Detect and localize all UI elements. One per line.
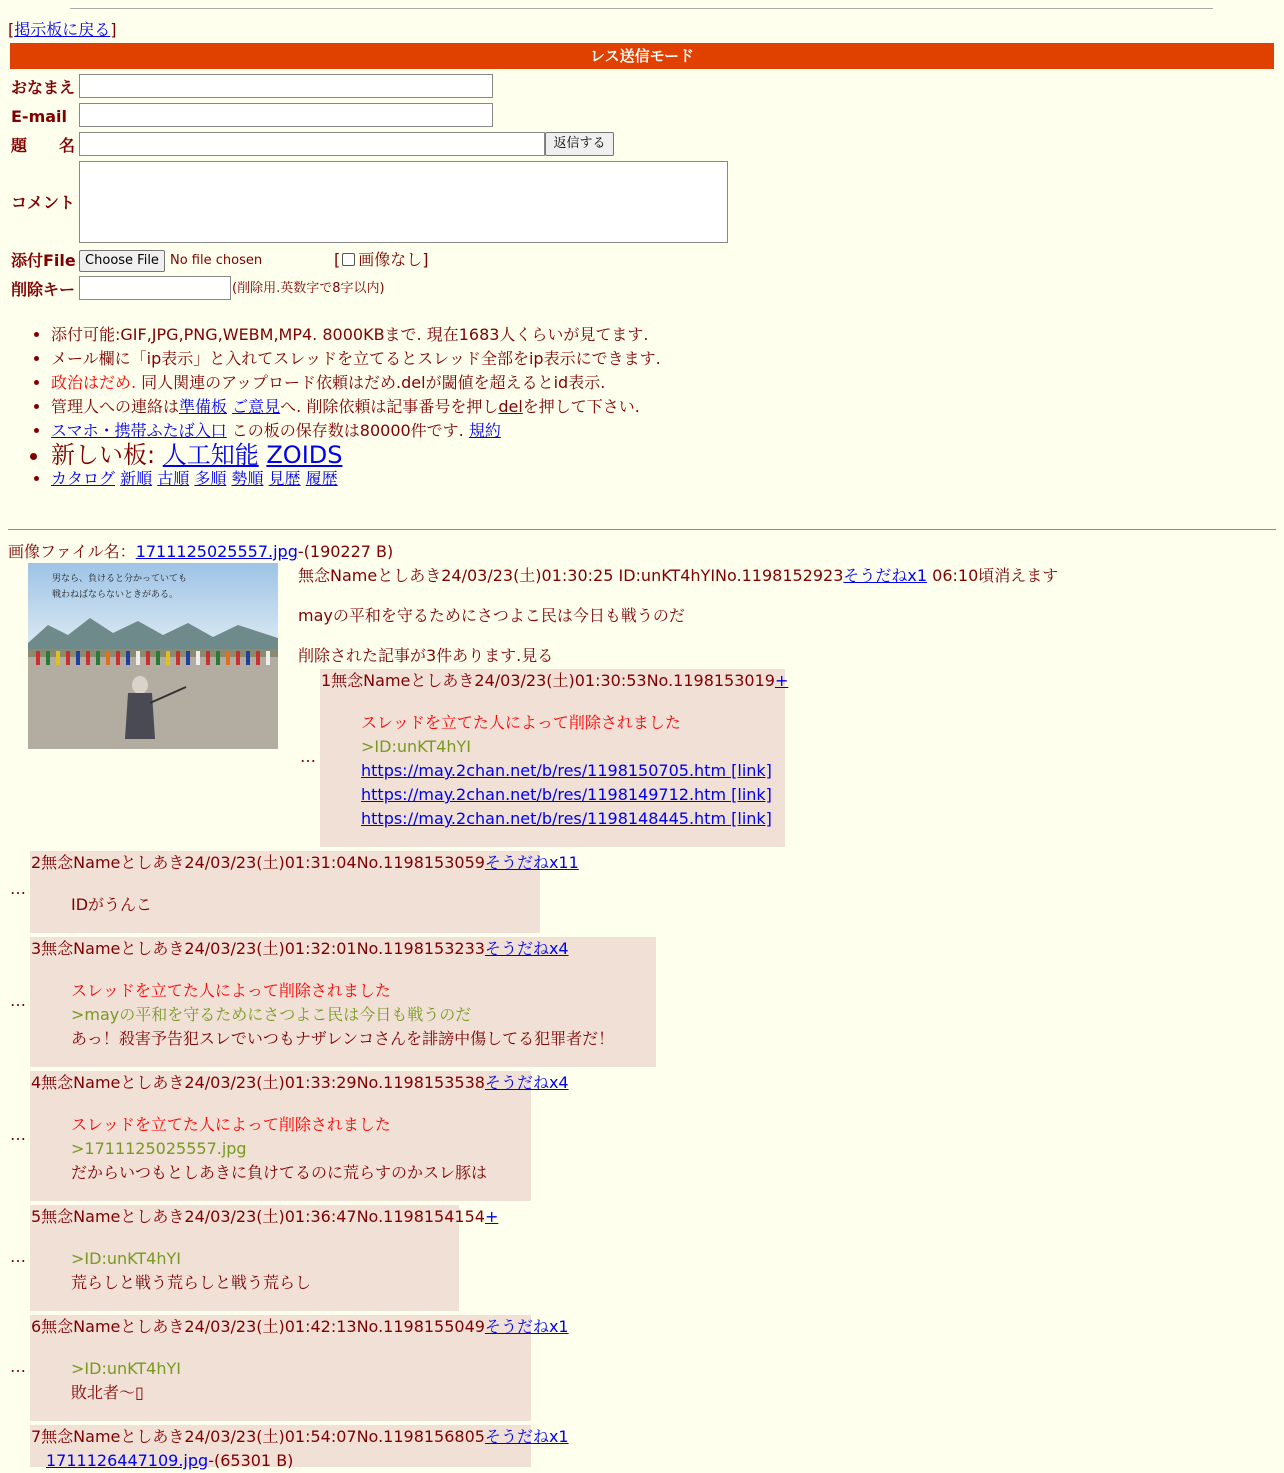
- op-expire-text: 06:10頃消えます: [927, 566, 1059, 585]
- subject-label: 題 名: [11, 136, 76, 155]
- choose-file-button[interactable]: Choose File: [79, 250, 165, 272]
- rule-item: [51, 347, 661, 371]
- sodane-link[interactable]: +: [484, 1207, 499, 1226]
- reply-text: だからいつもとしあきに負けてるのに荒らすのかスレ豚は: [71, 1163, 488, 1182]
- url-link[interactable]: https://may.2chan.net/b/res/1198150705.htm [link]: [361, 761, 772, 780]
- rule-warning: 政治はだめ.: [51, 373, 137, 392]
- reply-file-info: [46, 1449, 293, 1473]
- file-label: 添付File: [11, 251, 76, 270]
- reply-meta: 3無念Nameとしあき24/03/23(土)01:32:01No.1198153233: [31, 939, 485, 958]
- deleted-line: スレッドを立てた人によって削除されました: [71, 1115, 391, 1134]
- rule-text: 添付可能:GIF,JPG,PNG,WEBM,MP4. 8000KBまで. 現在1683人くらいが見てます.: [51, 325, 649, 344]
- reply-4: [30, 1071, 569, 1201]
- name-input[interactable]: [79, 74, 493, 98]
- reply-body: [71, 1247, 311, 1295]
- top-divider: [70, 8, 1213, 9]
- catalog-link[interactable]: カタログ: [51, 469, 116, 488]
- rule-text: へ. 削除依頼は記事番号を押し: [280, 397, 499, 416]
- reply-header: [31, 1315, 569, 1339]
- reply-file-link[interactable]: 1711126447109.jpg: [46, 1451, 209, 1470]
- bracket: [: [8, 20, 15, 39]
- no-image-option: [334, 248, 429, 272]
- sodane-link[interactable]: そうだねx4: [484, 939, 569, 958]
- reply-body: [71, 893, 152, 917]
- del-text: del: [498, 397, 523, 416]
- op-meta: 無念Nameとしあき24/03/23(土)01:30:25 ID:unKT4hYINo.1198152923: [298, 566, 844, 585]
- reply-text: IDがうんこ: [71, 895, 153, 914]
- back-to-board-link[interactable]: 掲示板に戻る: [14, 20, 111, 39]
- comment-textarea[interactable]: [79, 161, 728, 243]
- op-file-link[interactable]: 1711125025557.jpg: [135, 542, 298, 561]
- email-label: E-mail: [11, 107, 68, 126]
- op-sodane-link[interactable]: そうだねx1: [843, 566, 928, 585]
- reply-body: [361, 711, 772, 831]
- reply-header: [31, 1205, 498, 1229]
- sodane-link[interactable]: そうだねx4: [484, 1073, 569, 1092]
- reply-body: [71, 1113, 487, 1185]
- feedback-link[interactable]: ご意見: [232, 397, 281, 416]
- prep-board-link[interactable]: 準備板: [179, 397, 228, 416]
- bracket: [: [334, 250, 341, 269]
- quote-line: >1711125025557.jpg: [71, 1139, 247, 1158]
- reply-meta: 1無念Nameとしあき24/03/23(土)01:30:53No.1198153019: [321, 671, 775, 690]
- reply-meta: 2無念Nameとしあき24/03/23(土)01:31:04No.1198153059: [31, 853, 485, 872]
- quote-line: >ID:unKT4hYI: [71, 1249, 181, 1268]
- sodane-link[interactable]: そうだねx1: [484, 1317, 569, 1336]
- reply-body: [71, 979, 614, 1051]
- sort-nav-item: [51, 467, 661, 491]
- delete-key-label: 削除キー: [11, 280, 76, 299]
- terms-link[interactable]: 規約: [468, 421, 501, 440]
- reply-3: [30, 937, 656, 1067]
- sodane-link[interactable]: +: [774, 671, 789, 690]
- reply-text: あっ！殺害予告犯スレでいつもナザレンコさんを誹謗中傷してる犯罪者だ！: [71, 1029, 615, 1048]
- reply-body: [71, 1357, 181, 1405]
- url-link[interactable]: https://may.2chan.net/b/res/1198149712.htm [link]: [361, 785, 772, 804]
- rule-text: この板の保存数は80000件です.: [226, 421, 469, 440]
- reply-meta: 4無念Nameとしあき24/03/23(土)01:33:29No.1198153538: [31, 1073, 485, 1092]
- reply-header: [31, 1071, 569, 1095]
- reply-text: 荒らしと戦う荒らしと戦う荒らし: [71, 1273, 312, 1292]
- reply-ellipsis: …: [300, 747, 316, 766]
- sort-many-link[interactable]: 多順: [194, 469, 227, 488]
- view-history-link[interactable]: 見歴: [268, 469, 301, 488]
- url-link[interactable]: https://may.2chan.net/b/res/1198148445.htm [link]: [361, 809, 772, 828]
- name-label: おなまえ: [11, 78, 76, 97]
- rule-text: 管理人への連絡は: [51, 397, 180, 416]
- quote-line: >ID:unKT4hYI: [71, 1359, 181, 1378]
- reply-6: [30, 1315, 569, 1421]
- no-image-checkbox[interactable]: [342, 253, 355, 266]
- reply-ellipsis: …: [10, 879, 26, 898]
- thumb-caption-1: 男なら、負けると分かっていても: [52, 574, 188, 584]
- reply-1: [320, 669, 789, 847]
- sort-old-link[interactable]: 古順: [157, 469, 190, 488]
- new-boards-item: [51, 443, 661, 467]
- bracket: ]: [422, 250, 429, 269]
- sort-momentum-link[interactable]: 勢順: [231, 469, 264, 488]
- back-nav: [8, 18, 117, 42]
- reply-text: 敗北者〜▯: [71, 1383, 144, 1402]
- sodane-link[interactable]: そうだねx11: [484, 853, 579, 872]
- reply-header: [31, 1425, 569, 1449]
- reply-ellipsis: …: [10, 1125, 26, 1144]
- delete-key-input[interactable]: [79, 276, 231, 300]
- reply-ellipsis: …: [10, 1247, 26, 1266]
- reply-7: [30, 1425, 569, 1470]
- rule-item: [51, 395, 661, 419]
- deleted-posts-notice[interactable]: 削除された記事が3件あります.見る: [298, 646, 554, 665]
- reply-header: [321, 669, 788, 693]
- comment-label: コメント: [11, 193, 76, 212]
- op-file-info: [8, 540, 393, 564]
- rule-text: 同人関連のアップロード依頼はだめ.delが閾値を超えるとid表示.: [136, 373, 606, 392]
- rule-text: メール欄に「ip表示」と入れてスレッドを立てるとスレッド全部をip表示にできます.: [51, 349, 661, 368]
- no-image-label: 画像なし: [358, 250, 423, 269]
- op-body: mayの平和を守るためにさつよこ民は今日も戦うのだ: [298, 606, 685, 625]
- email-input[interactable]: [79, 103, 493, 127]
- reply-5: [30, 1205, 499, 1311]
- bracket: ]: [110, 20, 117, 39]
- post-history-link[interactable]: 履歴: [305, 469, 338, 488]
- rule-item: [51, 371, 661, 395]
- new-boards-label: 新しい板:: [51, 441, 163, 469]
- reply-meta: 6無念Nameとしあき24/03/23(土)01:42:13No.1198155049: [31, 1317, 485, 1336]
- reply-mode-bar: レス送信モード: [10, 43, 1274, 69]
- deleted-line: スレッドを立てた人によって削除されました: [71, 981, 391, 1000]
- op-thumbnail[interactable]: [28, 563, 278, 749]
- file-label: 画像ファイル名：: [8, 542, 136, 561]
- file-size: -(190227 B): [297, 542, 394, 561]
- rule-item: [51, 323, 661, 347]
- reply-header: [31, 937, 569, 961]
- reply-ellipsis: …: [10, 1357, 26, 1376]
- sodane-link[interactable]: そうだねx1: [484, 1427, 569, 1446]
- delete-key-hint: (削除用.英数字で8字以内): [232, 281, 385, 296]
- thumb-caption-2: 戦わねばならないときがある。: [52, 590, 179, 600]
- deleted-line: スレッドを立てた人によって削除されました: [361, 713, 681, 732]
- subject-input[interactable]: [79, 132, 545, 156]
- quote-line: >mayの平和を守るためにさつよこ民は今日も戦うのだ: [71, 1005, 472, 1024]
- submit-reply-button[interactable]: 返信する: [545, 132, 614, 156]
- new-board-zoids-link[interactable]: ZOIDS: [266, 441, 343, 469]
- no-file-text: No file chosen: [170, 253, 263, 268]
- reply-meta: 7無念Nameとしあき24/03/23(土)01:54:07No.1198156805: [31, 1427, 485, 1446]
- board-rules: [51, 323, 661, 491]
- reply-ellipsis: …: [10, 991, 26, 1010]
- quote-line: >ID:unKT4hYI: [361, 737, 471, 756]
- mobile-entrance-link[interactable]: スマホ・携帯ふたば入口: [51, 421, 227, 440]
- thread-divider: [8, 529, 1276, 530]
- file-size: -(65301 B): [208, 1451, 294, 1470]
- rule-item: [51, 419, 661, 443]
- op-image: [28, 563, 278, 749]
- reply-header: [31, 851, 579, 875]
- new-board-ai-link[interactable]: 人工知能: [162, 441, 259, 469]
- op-header: [298, 564, 1058, 588]
- sort-new-link[interactable]: 新順: [120, 469, 153, 488]
- reply-meta: 5無念Nameとしあき24/03/23(土)01:36:47No.1198154154: [31, 1207, 485, 1226]
- rule-text: を押して下さい.: [522, 397, 640, 416]
- reply-2: [30, 851, 579, 933]
